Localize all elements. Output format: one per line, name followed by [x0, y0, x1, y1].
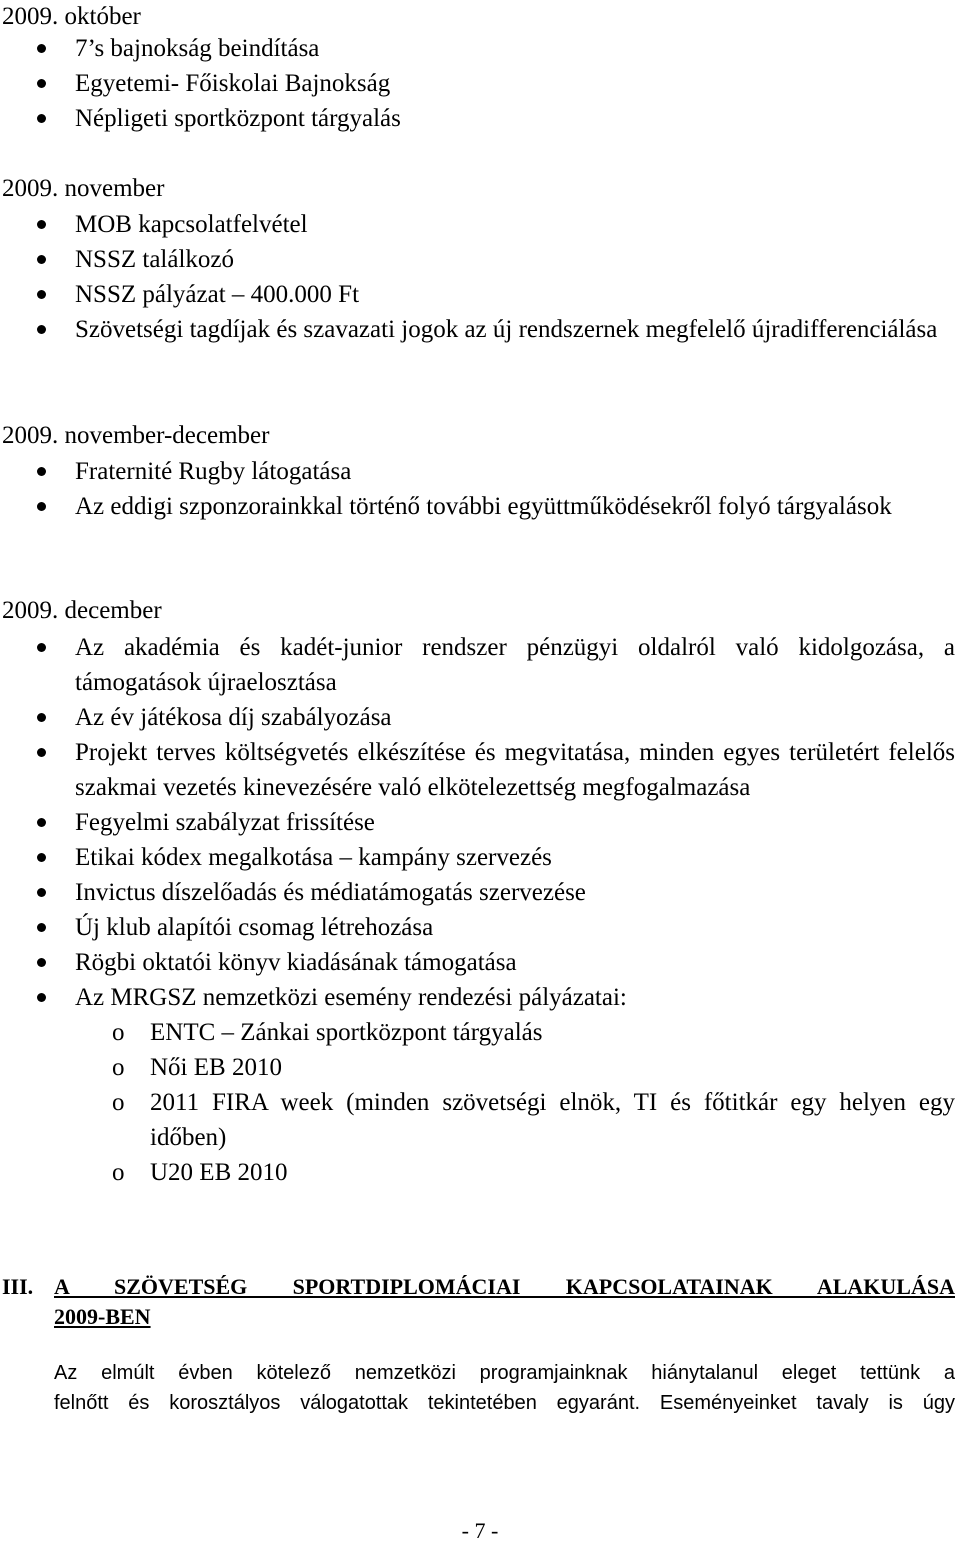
- period-heading-october: 2009. október: [2, 3, 141, 30]
- list-item-text: MOB kapcsolatfelvétel: [75, 211, 308, 238]
- body-paragraph: [54, 1358, 955, 1418]
- section-number: III.: [2, 1274, 34, 1299]
- period-heading-november-december: 2009. november-december: [2, 422, 270, 449]
- period-heading-december: 2009. december: [2, 597, 162, 624]
- bullet-icon: [37, 818, 46, 827]
- november-list: [0, 207, 955, 347]
- bullet-icon: [37, 255, 46, 264]
- circle-marker-icon: o: [112, 1159, 125, 1186]
- sub-list-item: [75, 1015, 955, 1050]
- section-title-line: 2009-BEN: [54, 1304, 151, 1329]
- bullet-icon: [37, 643, 46, 652]
- list-item: [0, 875, 955, 910]
- sub-list-item-text: Női EB 2010: [150, 1054, 282, 1081]
- list-item-text: Etikai kódex megalkotása – kampány szervezés: [75, 844, 552, 871]
- list-item-text: Az eddigi szponzorainkkal történő további együttműködésekről folyó tárgyalások: [75, 493, 892, 520]
- bullet-icon: [37, 853, 46, 862]
- list-item: [0, 454, 955, 489]
- list-item-text: Népligeti sportközpont tárgyalás: [75, 105, 401, 132]
- list-item: [0, 840, 955, 875]
- list-item-text: Projekt terves költségvetés elkészítése és megvitatása, minden egyes területért felelős szakmai vezetés kinevezésére való elkötelezettség megfogalmazása: [75, 739, 955, 801]
- circle-marker-icon: o: [112, 1054, 125, 1081]
- sub-list: [75, 1015, 955, 1190]
- list-item: [0, 101, 955, 136]
- bullet-icon: [37, 44, 46, 53]
- bullet-icon: [37, 290, 46, 299]
- list-item-text: Fegyelmi szabályzat frissítése: [75, 809, 375, 836]
- sub-list-item: [75, 1050, 955, 1085]
- section-title-line: A SZÖVETSÉG SPORTDIPLOMÁCIAI KAPCSOLATAINAK ALAKULÁSA: [54, 1274, 955, 1299]
- sub-list-item-text: 2011 FIRA week (minden szövetségi elnök, TI és főtitkár egy helyen egy időben): [150, 1089, 955, 1151]
- november-december-list: [0, 454, 955, 524]
- bullet-icon: [37, 993, 46, 1002]
- december-list: [0, 630, 955, 1190]
- paragraph-line: Az elmúlt évben kötelező nemzetközi programjainknak hiánytalanul eleget tettünk a: [54, 1362, 955, 1384]
- circle-marker-icon: o: [112, 1089, 125, 1116]
- list-item: [0, 735, 955, 805]
- list-item-text: Új klub alapítói csomag létrehozása: [75, 914, 434, 941]
- list-item: [0, 66, 955, 101]
- bullet-icon: [37, 502, 46, 511]
- list-item: [0, 489, 955, 524]
- section-title: [54, 1272, 955, 1332]
- sub-list-item: [75, 1085, 955, 1155]
- bullet-icon: [37, 713, 46, 722]
- list-item-text: Az akadémia és kadét-junior rendszer pénzügyi oldalról való kidolgozása, a támogatások újraelosztása: [75, 634, 955, 696]
- list-item-text: 7’s bajnokság beindítása: [75, 35, 320, 62]
- circle-marker-icon: o: [112, 1019, 125, 1046]
- bullet-icon: [37, 958, 46, 967]
- period-heading-november: 2009. november: [2, 175, 165, 202]
- bullet-icon: [37, 467, 46, 476]
- sub-list-item-text: U20 EB 2010: [150, 1159, 288, 1186]
- bullet-icon: [37, 220, 46, 229]
- list-item-text: Szövetségi tagdíjak és szavazati jogok az új rendszernek megfelelő újradifferenciálása: [75, 316, 938, 343]
- list-item-text: Rögbi oktatói könyv kiadásának támogatása: [75, 949, 517, 976]
- bullet-icon: [37, 888, 46, 897]
- bullet-icon: [37, 325, 46, 334]
- list-item: [0, 945, 955, 980]
- list-item: [0, 980, 955, 1190]
- october-list: [0, 31, 955, 136]
- list-item-text: NSSZ találkozó: [75, 246, 235, 273]
- sub-list-item: [75, 1155, 955, 1190]
- paragraph-line: felnőtt és korosztályos válogatottak tekintetében egyaránt. Eseményeinket tavaly is úgy: [54, 1392, 955, 1414]
- page-number: - 7 -: [461, 1518, 499, 1543]
- list-item: [0, 277, 955, 312]
- list-item: [0, 805, 955, 840]
- list-item: [0, 31, 955, 66]
- list-item: [0, 910, 955, 945]
- list-item-text: Invictus díszelőadás és médiatámogatás szervezése: [75, 879, 586, 906]
- bullet-icon: [37, 79, 46, 88]
- bullet-icon: [37, 114, 46, 123]
- list-item: [0, 700, 955, 735]
- list-item: [0, 242, 955, 277]
- list-item: [0, 312, 955, 347]
- list-item-text: Fraternité Rugby látogatása: [75, 458, 352, 485]
- list-item: [0, 630, 955, 700]
- list-item: [0, 207, 955, 242]
- bullet-icon: [37, 923, 46, 932]
- list-item-text: Egyetemi- Főiskolai Bajnokság: [75, 70, 391, 97]
- list-item-text: NSSZ pályázat – 400.000 Ft: [75, 281, 360, 308]
- bullet-icon: [37, 748, 46, 757]
- sub-list-item-text: ENTC – Zánkai sportközpont tárgyalás: [150, 1019, 543, 1046]
- list-item-text: Az MRGSZ nemzetközi esemény rendezési pályázatai:: [75, 984, 627, 1011]
- list-item-text: Az év játékosa díj szabályozása: [75, 704, 392, 731]
